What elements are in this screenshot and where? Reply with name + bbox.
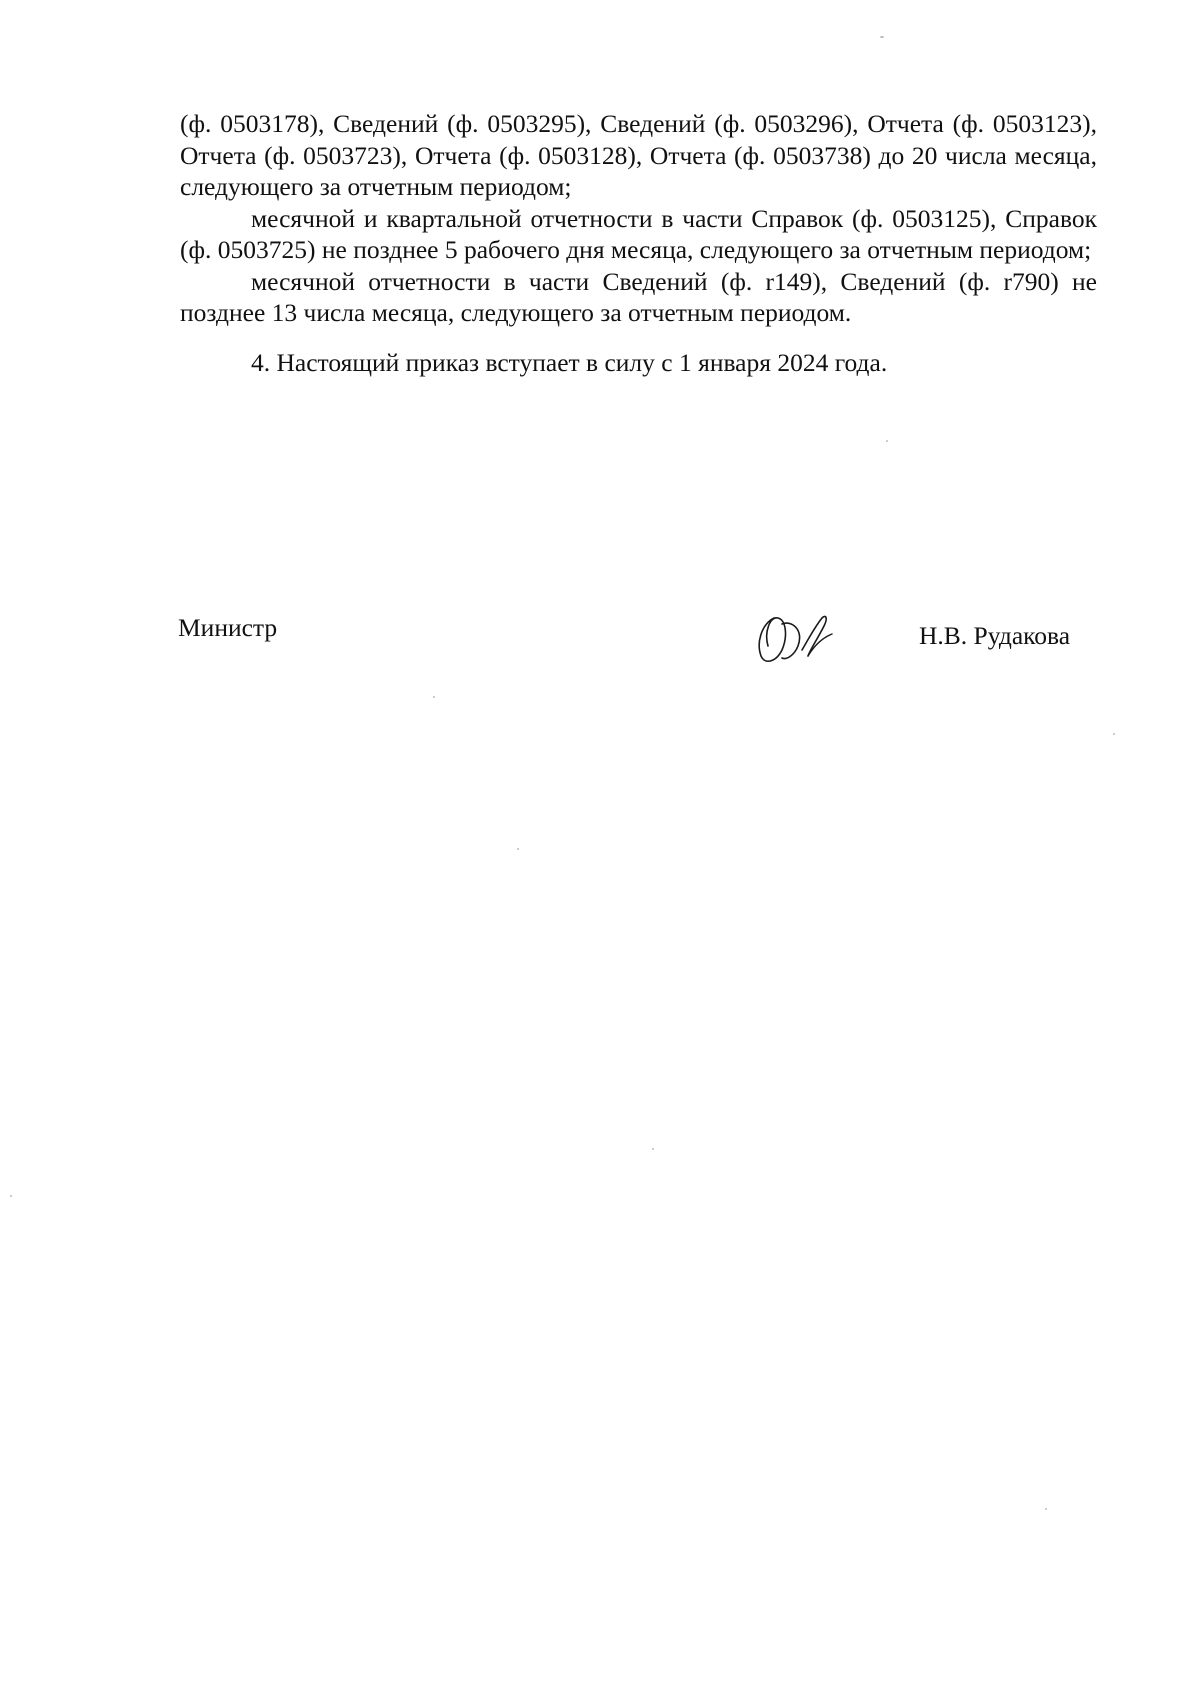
document-body — [180, 108, 1097, 378]
scan-speck — [652, 1148, 654, 1150]
handwritten-signature — [752, 610, 834, 666]
paragraph-continuation: (ф. 0503178), Сведений (ф. 0503295), Сведений (ф. 0503296), Отчета (ф. 0503123), Отчета (ф. 0503723), Отчета (ф. 0503128), Отчета (ф. 0503738) до 20 числа месяца, следующего за отчетным периодом; — [180, 109, 1097, 201]
signer-position: Министр — [178, 613, 278, 642]
scan-speck — [886, 440, 888, 442]
paragraph-effective-date: 4. Настоящий приказ вступает в силу с 1 января 2024 года. — [251, 347, 888, 377]
paragraph-monthly: месячной отчетности в части Сведений (ф. r149), Сведений (ф. r790) не позднее 13 числа месяца, следующего за отчетным периодом. — [180, 266, 1097, 327]
scan-speck — [880, 36, 884, 38]
signer-name: Н.В. Рудакова — [919, 621, 1071, 650]
scan-speck — [517, 848, 519, 850]
signature-block — [0, 610, 1200, 670]
scan-speck — [10, 1195, 12, 1197]
scan-speck — [433, 696, 435, 698]
scan-speck — [1113, 733, 1115, 735]
scan-speck — [1045, 1508, 1047, 1510]
paragraph-monthly-quarterly: месячной и квартальной отчетности в части Справок (ф. 0503125), Справок (ф. 0503725) не позднее 5 рабочего дня месяца, следующего за отчетным периодом; — [180, 203, 1097, 264]
